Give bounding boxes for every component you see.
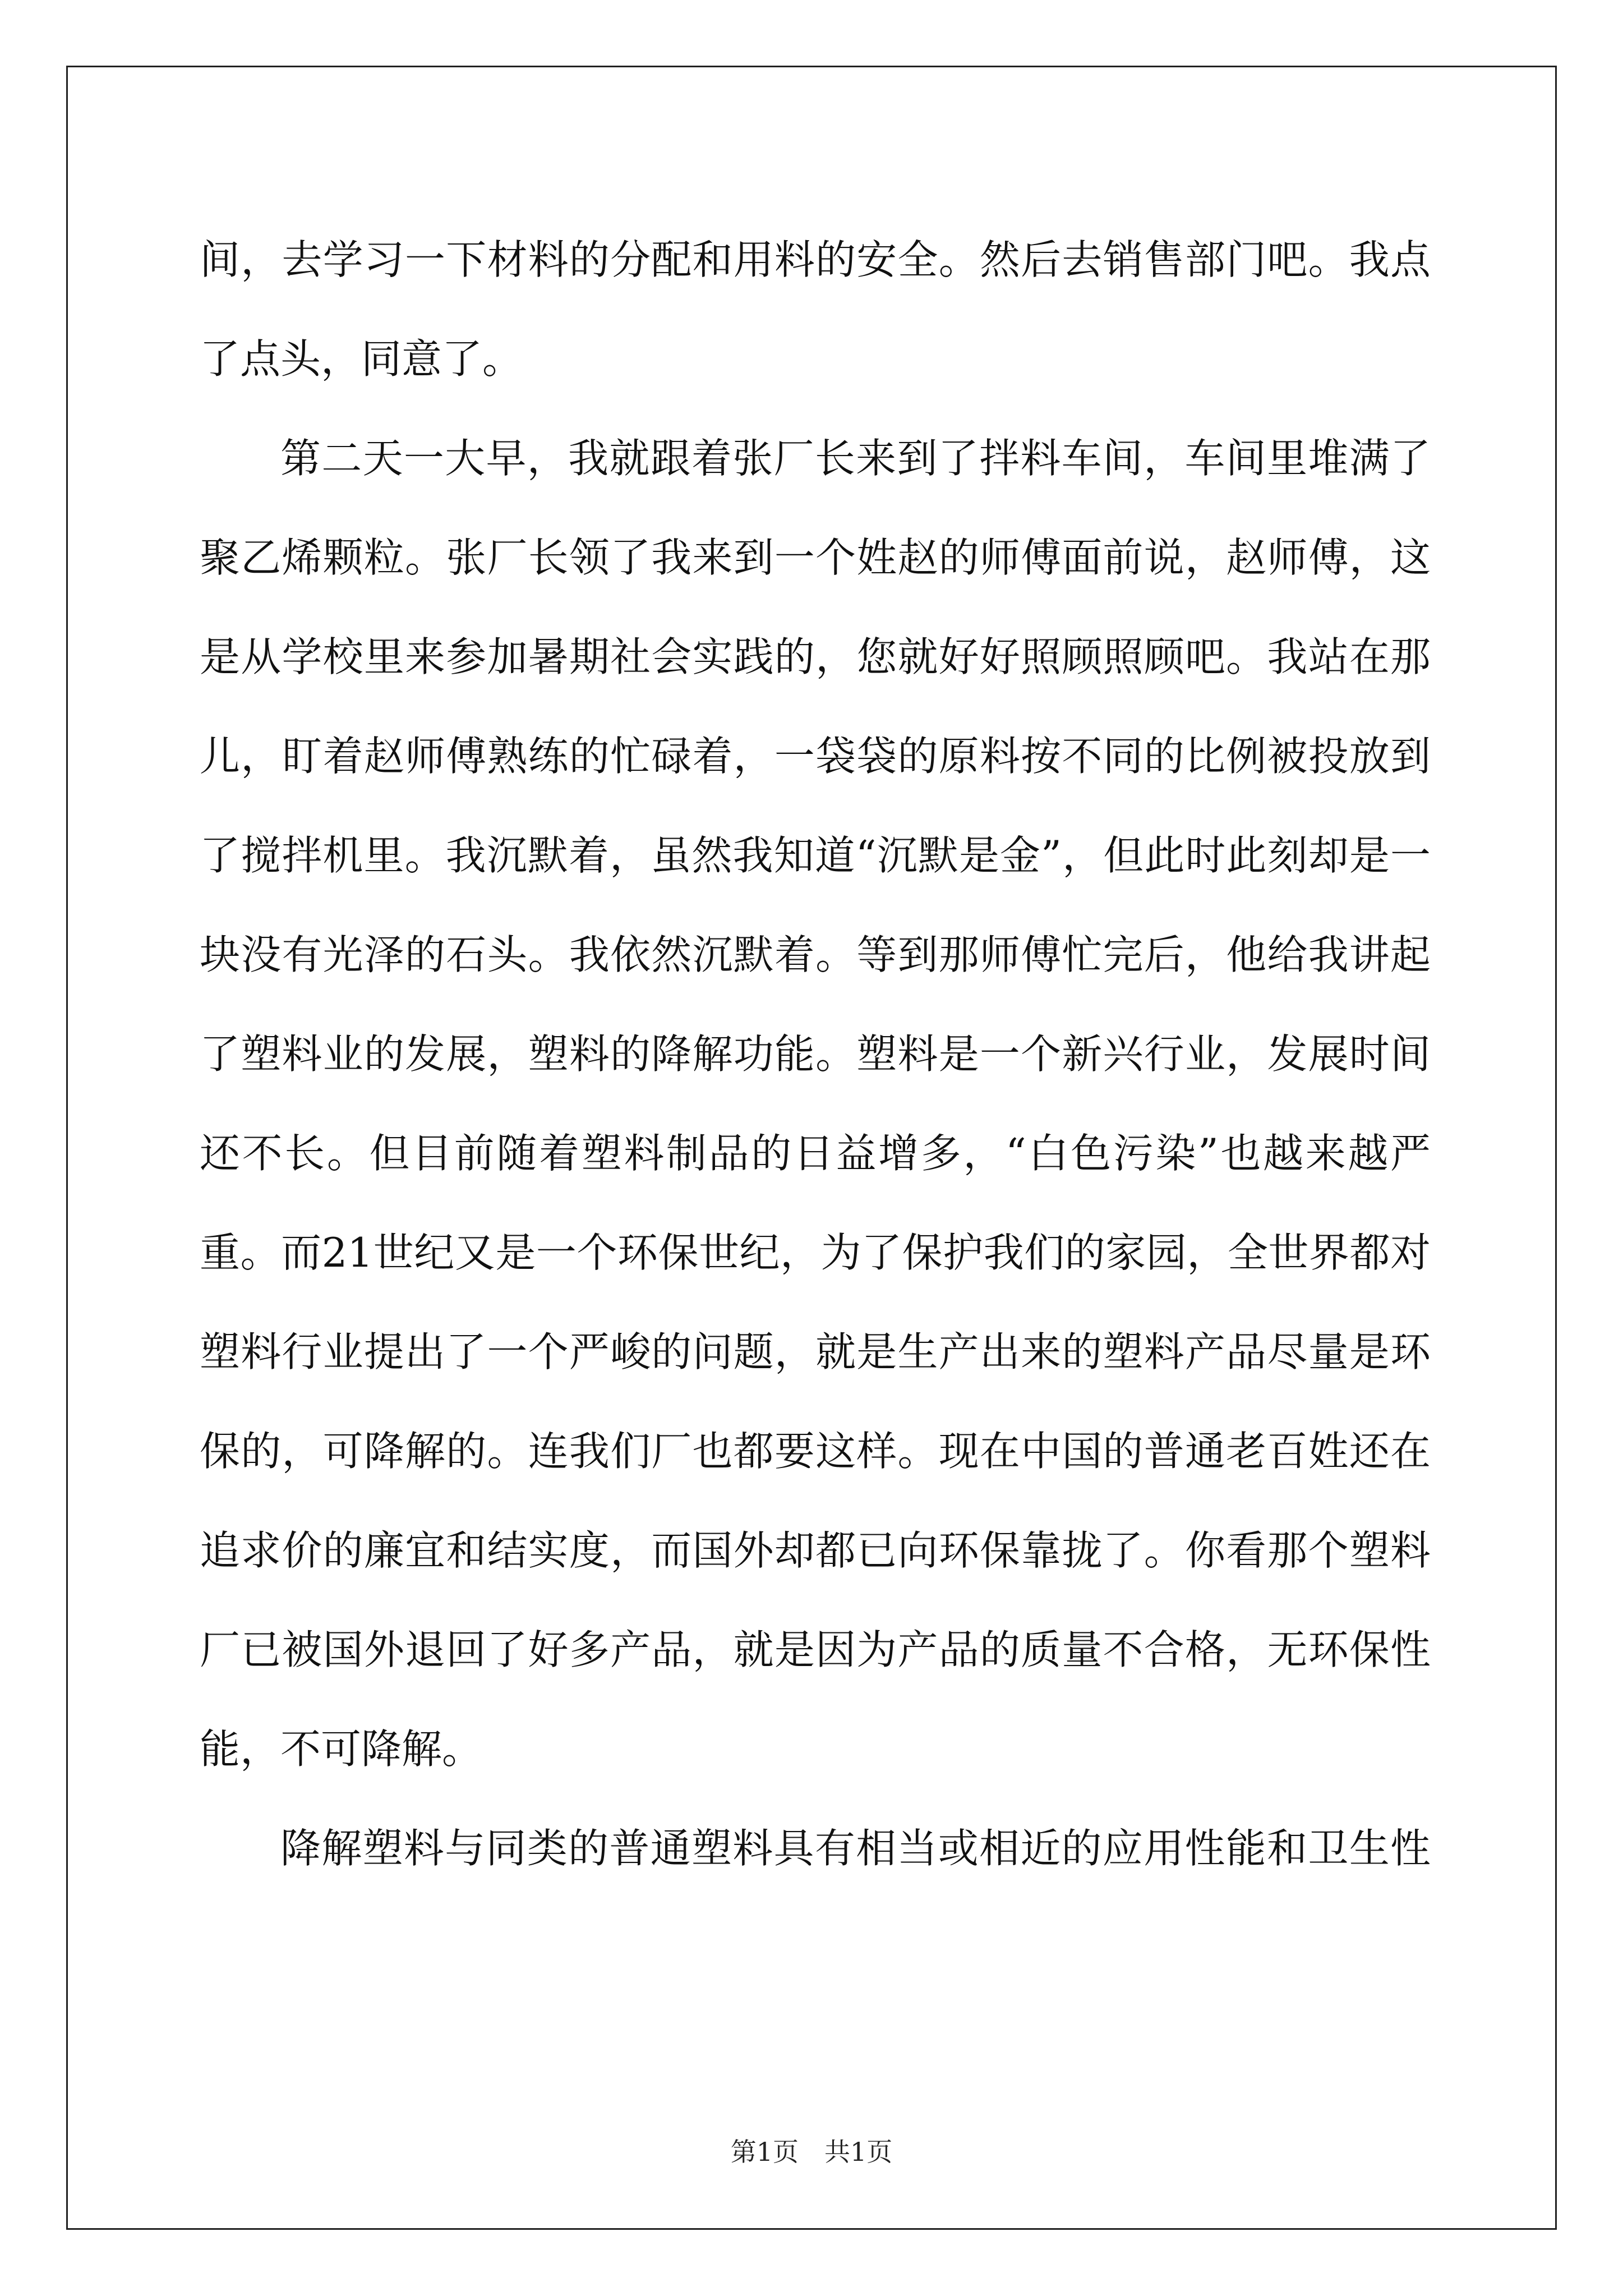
text-line: 间，去学习一下材料的分配和用料的安全。然后去销售部门吧。我点 — [200, 236, 1431, 283]
text-line: 儿，盯着赵师傅熟练的忙碌着，一袋袋的原料按不同的比例被投放到 — [200, 733, 1431, 780]
text-line: 是从学校里来参加暑期社会实践的，您就好好照顾照顾吧。我站在那 — [200, 633, 1431, 680]
text-line: 了搅拌机里。我沉默着，虽然我知道“沉默是金”，但此时此刻却是一 — [200, 832, 1431, 879]
text-line: 还不长。但目前随着塑料制品的日益增多，“白色污染”也越来越严 — [200, 1130, 1431, 1177]
text-line: 追求价的廉宜和结实度，而国外却都已向环保靠拢了。你看那个塑料 — [200, 1527, 1431, 1574]
document-body — [200, 210, 1431, 1898]
text-line: 重。而21世纪又是一个环保世纪，为了保护我们的家园，全世界都对 — [200, 1229, 1431, 1276]
text-line: 厂已被国外退回了好多产品，就是因为产品的质量不合格，无环保性 — [200, 1626, 1431, 1673]
text-line: 降解塑料与同类的普通塑料具有相当或相近的应用性能和卫生性 — [280, 1825, 1431, 1872]
text-line: 块没有光泽的石头。我依然沉默着。等到那师傅忙完后，他给我讲起 — [200, 931, 1431, 978]
text-line: 了塑料业的发展，塑料的降解功能。塑料是一个新兴行业，发展时间 — [200, 1030, 1431, 1078]
text-line: 第二天一大早，我就跟着张厂长来到了拌料车间，车间里堆满了 — [280, 435, 1431, 482]
text-line: 能，不可降解。 — [200, 1726, 483, 1773]
text-line: 聚乙烯颗粒。张厂长领了我来到一个姓赵的师傅面前说，赵师傅，这 — [200, 534, 1431, 581]
page-number-footer: 第1页 共1页 — [730, 2137, 893, 2167]
text-line: 保的，可降解的。连我们厂也都要这样。现在中国的普通老百姓还在 — [200, 1428, 1431, 1475]
text-line: 了点头，同意了。 — [200, 335, 523, 383]
text-line: 塑料行业提出了一个严峻的问题，就是生产出来的塑料产品尽量是环 — [200, 1328, 1431, 1375]
